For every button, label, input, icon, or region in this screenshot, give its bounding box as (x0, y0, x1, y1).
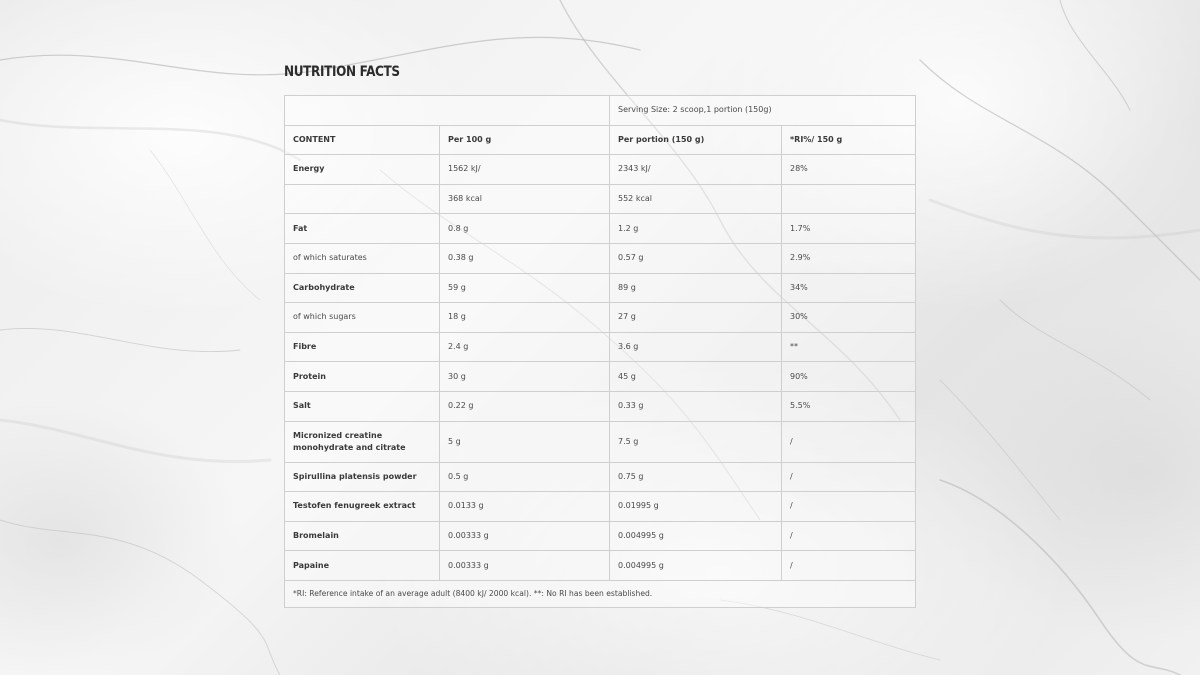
row-name: Carbohydrate (285, 273, 440, 303)
row-per-100g: 5 g (440, 421, 610, 462)
row-per-100g: 18 g (440, 303, 610, 333)
row-ri: / (782, 421, 916, 462)
row-ri: 34% (782, 273, 916, 303)
table-row (285, 243, 916, 273)
table-row (285, 184, 916, 214)
row-per-portion: 0.004995 g (610, 521, 782, 551)
page-title: NUTRITION FACTS (284, 64, 400, 80)
row-name: Micronized creatine monohydrate and citrate (285, 421, 440, 462)
row-ri: 28% (782, 155, 916, 185)
table-row (285, 521, 916, 551)
row-per-100g: 0.8 g (440, 214, 610, 244)
row-name: Salt (285, 391, 440, 421)
table-row (285, 303, 916, 333)
row-ri: 90% (782, 362, 916, 392)
row-ri: / (782, 521, 916, 551)
row-per-100g: 30 g (440, 362, 610, 392)
nutrition-facts-table (284, 95, 916, 608)
table-row (285, 273, 916, 303)
serving-size-cell: Serving Size: 2 scoop,1 portion (150g) (610, 96, 916, 126)
row-per-100g: 0.00333 g (440, 521, 610, 551)
table-row (285, 362, 916, 392)
row-ri: 2.9% (782, 243, 916, 273)
row-ri: 5.5% (782, 391, 916, 421)
row-name: of which saturates (285, 243, 440, 273)
row-per-100g: 1562 kJ/ (440, 155, 610, 185)
row-name: Protein (285, 362, 440, 392)
column-header-ri: *RI%/ 150 g (782, 125, 916, 155)
row-name: Testofen fenugreek extract (285, 492, 440, 522)
row-per-100g: 0.22 g (440, 391, 610, 421)
row-per-100g: 0.38 g (440, 243, 610, 273)
row-per-portion: 0.75 g (610, 462, 782, 492)
row-per-100g: 368 kcal (440, 184, 610, 214)
row-per-portion: 45 g (610, 362, 782, 392)
row-per-100g: 2.4 g (440, 332, 610, 362)
row-name: Fibre (285, 332, 440, 362)
row-per-100g: 0.0133 g (440, 492, 610, 522)
row-ri: 1.7% (782, 214, 916, 244)
table-header-row (285, 125, 916, 155)
column-header-per-portion: Per portion (150 g) (610, 125, 782, 155)
row-name: Fat (285, 214, 440, 244)
row-per-portion: 89 g (610, 273, 782, 303)
table-row (285, 421, 916, 462)
row-ri: 30% (782, 303, 916, 333)
row-per-portion: 0.33 g (610, 391, 782, 421)
row-ri (782, 184, 916, 214)
row-per-portion: 1.2 g (610, 214, 782, 244)
row-name: Bromelain (285, 521, 440, 551)
table-row (285, 391, 916, 421)
table-row (285, 492, 916, 522)
row-ri: / (782, 462, 916, 492)
row-per-portion: 552 kcal (610, 184, 782, 214)
row-name: Energy (285, 155, 440, 185)
row-per-portion: 7.5 g (610, 421, 782, 462)
row-per-portion: 0.01995 g (610, 492, 782, 522)
row-name (285, 184, 440, 214)
row-ri: / (782, 492, 916, 522)
row-name: Spirullina platensis powder (285, 462, 440, 492)
row-per-portion: 27 g (610, 303, 782, 333)
row-ri: ** (782, 332, 916, 362)
row-name: Papaine (285, 551, 440, 581)
column-header-content: CONTENT (285, 125, 440, 155)
table-row (285, 332, 916, 362)
row-per-100g: 0.5 g (440, 462, 610, 492)
nutrition-table-wrapper (284, 95, 915, 608)
row-ri: / (782, 551, 916, 581)
footnote: *RI: Reference intake of an average adult (8400 kJ/ 2000 kcal). **: No RI has been established. (285, 580, 916, 607)
row-per-100g: 59 g (440, 273, 610, 303)
row-per-100g: 0.00333 g (440, 551, 610, 581)
footnote-row (285, 580, 916, 607)
row-name: of which sugars (285, 303, 440, 333)
column-header-per-100g: Per 100 g (440, 125, 610, 155)
table-row (285, 462, 916, 492)
row-per-portion: 2343 kJ/ (610, 155, 782, 185)
serving-size-row (285, 96, 916, 126)
serving-size-blank-cell (285, 96, 610, 126)
table-row (285, 214, 916, 244)
row-per-portion: 3.6 g (610, 332, 782, 362)
table-row (285, 155, 916, 185)
row-per-portion: 0.57 g (610, 243, 782, 273)
row-per-portion: 0.004995 g (610, 551, 782, 581)
table-row (285, 551, 916, 581)
